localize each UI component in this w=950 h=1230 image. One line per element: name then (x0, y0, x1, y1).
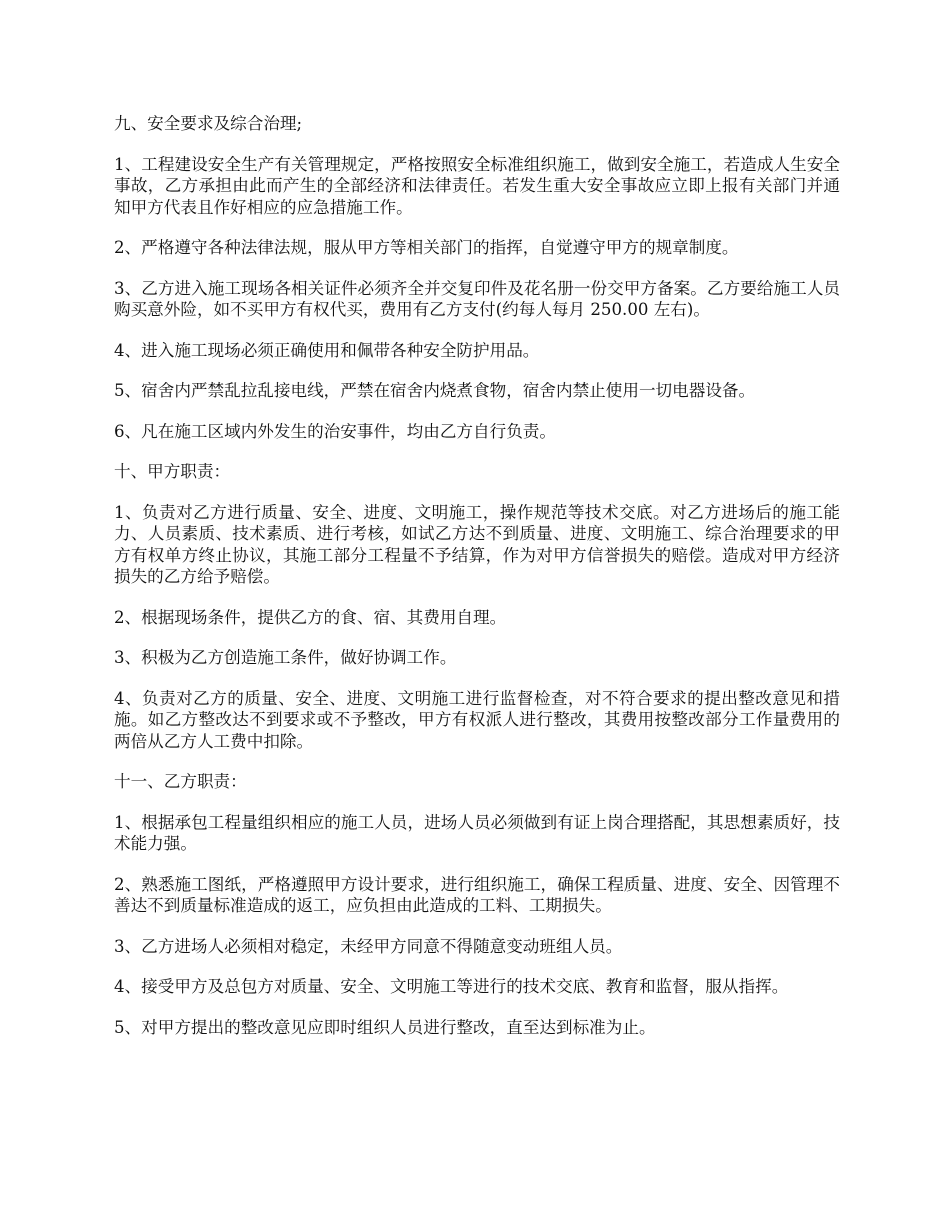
paragraph: 3、乙方进入施工现场各相关证件必须齐全并交复印件及花名册一份交甲方备案。乙方要给施工人员购买意外险，如不买甲方有权代买，费用有乙方支付(约每人每月 250.00 左右)。 (114, 278, 840, 319)
paragraph: 4、负责对乙方的质量、安全、进度、文明施工进行监督检查，对不符合要求的提出整改意见和措施。如乙方整改达不到要求或不予整改，甲方有权派人进行整改，其费用按整改部分工作量费用的两倍从乙方人工费中扣除。 (114, 688, 840, 751)
paragraph: 3、积极为乙方创造施工条件，做好协调工作。 (114, 648, 457, 667)
section-heading-9: 九、安全要求及综合治理; (114, 114, 303, 133)
section-heading-11: 十一、乙方职责： (114, 772, 247, 791)
paragraph: 1、根据承包工程量组织相应的施工人员，进场人员必须做到有证上岗合理搭配，其思想素质好，技术能力强。 (114, 812, 840, 853)
paragraph: 1、负责对乙方进行质量、安全、进度、文明施工，操作规范等技术交底。对乙方进场后的施工能力、人员素质、技术素质、进行考核，如试乙方达不到质量、进度、文明施工、综合治理要求的甲方有权单方终止协议，其施工部分工程量不予结算，作为对甲方信誉损失的赔偿。造成对甲方经济损失的乙方给予赔偿。 (114, 502, 840, 586)
section-heading-10: 十、甲方职责： (114, 462, 231, 481)
paragraph: 2、根据现场条件，提供乙方的食、宿、其费用自理。 (114, 607, 507, 627)
paragraph: 2、熟悉施工图纸，严格遵照甲方设计要求，进行组织施工，确保工程质量、进度、安全、因管理不善达不到质量标准造成的返工，应负担由此造成的工料、工期损失。 (114, 874, 840, 915)
paragraph: 6、凡在施工区域内外发生的治安事件，均由乙方自行负责。 (114, 421, 556, 441)
paragraph: 4、接受甲方及总包方对质量、安全、文明施工等进行的技术交底、教育和监督，服从指挥。 (114, 977, 789, 996)
paragraph: 3、乙方进场人必须相对稳定，未经甲方同意不得随意变动班组人员。 (114, 936, 623, 956)
paragraph: 2、严格遵守各种法律法规，服从甲方等相关部门的指挥，自觉遵守甲方的规章制度。 (114, 238, 739, 257)
paragraph: 1、工程建设安全生产有关管理规定，严格按照安全标准组织施工，做到安全施工，若造成人生安全事故，乙方承担由此而产生的全部经济和法律责任。若发生重大安全事故应立即上报有关部门并通知甲方代表且作好相应的应急措施工作。 (114, 154, 840, 217)
paragraph: 5、对甲方提出的整改意见应即时组织人员进行整改，直至达到标准为止。 (114, 1017, 656, 1037)
paragraph: 4、进入施工现场必须正确使用和佩带各种安全防护用品。 (114, 340, 540, 360)
paragraph: 5、宿舍内严禁乱拉乱接电线，严禁在宿舍内烧煮食物，宿舍内禁止使用一切电器设备。 (114, 381, 756, 400)
